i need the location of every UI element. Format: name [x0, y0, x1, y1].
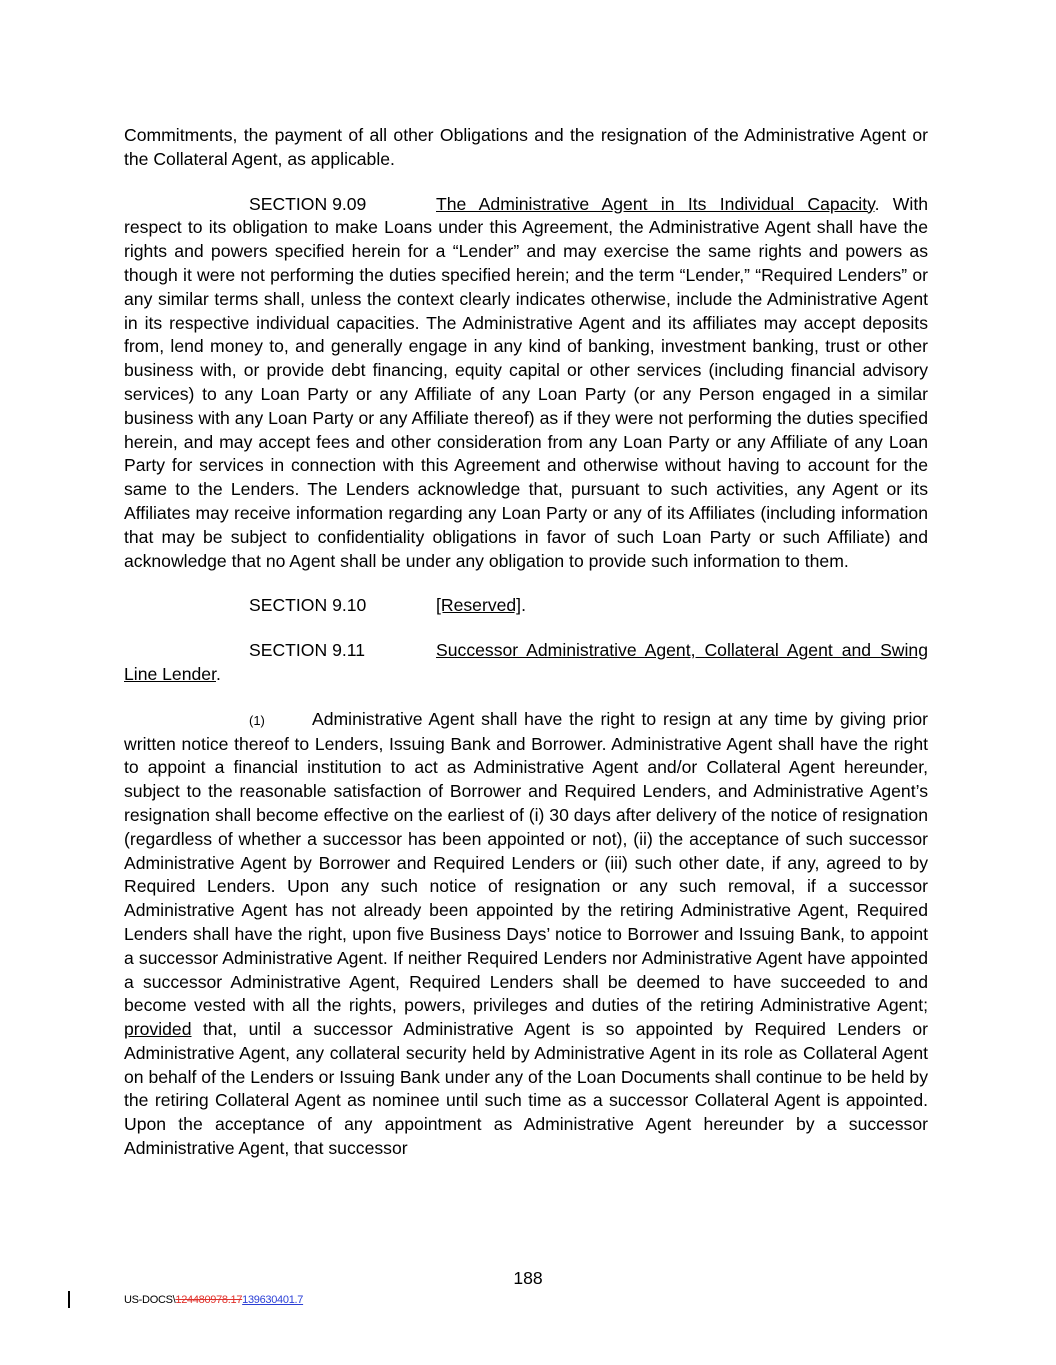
clause-body-b: that, until a successor Administrative Agent is so appointed by Required Lenders or Administrative Agent, any collateral security held by Administrative Agent in its role as Collateral Agent on behalf of the Lenders or Issuing Bank under any of the Loan Documents shall continue to be held by the retiring Collateral Agent as nominee until such time as a successor Collateral Agent is appointed. Upon the acceptance of any appointment as Administrative Agent hereunder by a successor Administrative Agent, that successor [124, 1019, 928, 1159]
change-bar [68, 1291, 70, 1308]
provided-term: provided [124, 1019, 192, 1040]
section-9-09 [124, 193, 928, 574]
clause-body-a: Administrative Agent shall have the right to resign at any time by giving prior written notice thereof to Lenders, Issuing Bank and Borrower. Administrative Agent shall have the right to appoint a financial institution to act as Administrative Agent and/or Collateral Agent hereunder, subject to the reasonable satisfaction of Borrower and Required Lenders, and Administrative Agent’s resignation shall become effective on the earliest of (i) 30 days after delivery of the notice of resignation (regardless of whether a successor has been appointed or not), (ii) the acceptance of such successor Administrative Agent by Borrower and Required Lenders or (iii) such other date, if any, agreed to by Required Lenders. Upon any such notice of resignation or any such removal, if a successor Administrative Agent has not already been appointed by the retiring Administrative Agent, Required Lenders shall have the right, upon five Business Days’ notice to Borrower and Issuing Bank, to appoint a successor Administrative Agent. If neither Required Lenders nor Administrative Agent have appointed a successor Administrative Agent, Required Lenders shall be deemed to have succeeded to and become vested with all the rights, powers, privileges and duties of the retiring Administrative Agent; [124, 708, 928, 1016]
section-tail: . [215, 663, 221, 684]
document-id-footer [124, 1294, 303, 1306]
doc-id-prefix: US-DOCS\ [124, 1294, 176, 1306]
clause-marker: (1) [249, 712, 265, 728]
section-tail: . [521, 595, 526, 616]
section-title: The Administrative Agent in Its Individual Capacity [436, 193, 875, 214]
section-title: [Reserved] [436, 595, 522, 616]
doc-id-deleted: 124480978.17 [175, 1294, 243, 1306]
section-title: Successor Administrative Agent, Collateral Agent and Swing Line Lender [124, 640, 928, 684]
section-9-11 [124, 639, 928, 687]
clause-1 [124, 708, 928, 1161]
section-number: SECTION 9.09 [249, 193, 367, 214]
document-page [124, 124, 928, 1161]
continuation-paragraph: Commitments, the payment of all other Obligations and the resignation of the Administrative Agent or the Collateral Agent, as applicable. [124, 125, 928, 169]
doc-id-inserted: 139630401.7 [242, 1294, 304, 1306]
section-number: SECTION 9.11 [249, 640, 366, 661]
section-number: SECTION 9.10 [249, 595, 367, 616]
page-number: 188 [513, 1268, 543, 1288]
section-body: . With respect to its obligation to make Loans under this Agreement, the Administrative Agent shall have the rights and powers specified herein for a “Lender” and may exercise the same rights and powers as though it were not performing the duties specified herein; and the term “Lender,” “Required Lenders” or any similar terms shall, unless the context clearly indicates otherwise, include the Administrative Agent in its respective individual capacities. The Administrative Agent and its affiliates may accept deposits from, lend money to, and generally engage in any kind of banking, investment banking, trust or other business with, or provide debt financing, equity capital or other services (including financial advisory services) to any Loan Party or any Affiliate of any Loan Party (or any Person engaged in a similar business with any Loan Party or any Affiliate thereof) as if they were not performing the duties specified herein, and may accept fees and other consideration from any Loan Party or any Affiliate of any Loan Party for services in connection with this Agreement and otherwise without having to account for the same to the Lenders. The Lenders acknowledge that, pursuant to such activities, any Agent or its Affiliates may receive information regarding any Loan Party or any of its Affiliates (including information that may be subject to confidentiality obligations in favor of such Loan Party or such Affiliate) and acknowledge that no Agent shall be under any obligation to provide such information to them. [124, 193, 928, 571]
section-9-10 [124, 594, 928, 618]
